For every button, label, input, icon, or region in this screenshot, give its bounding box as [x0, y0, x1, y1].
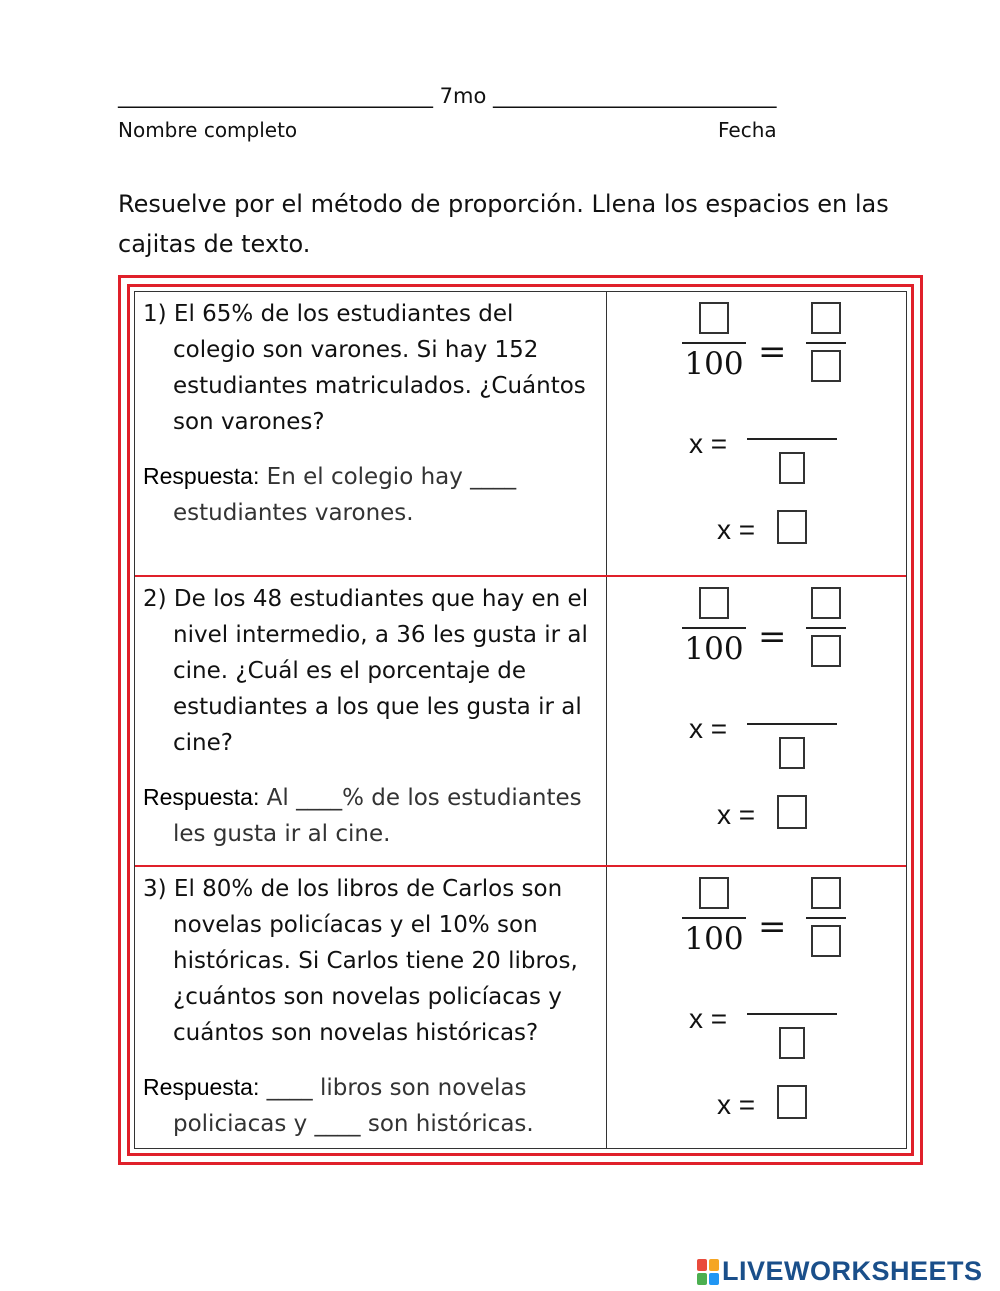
proportion-work-3 — [607, 867, 906, 1148]
exercise-row-3 — [135, 867, 906, 1148]
exercise-row-2 — [135, 577, 906, 867]
name-label: Nombre completo — [118, 118, 298, 142]
header-labels — [118, 118, 798, 142]
x-equals-label: x = — [689, 713, 728, 744]
proportion-work-2 — [607, 577, 906, 865]
x-equals-label: x = — [717, 514, 756, 545]
x-equals-label: x = — [689, 428, 728, 459]
answer-text: ____ libros son novelas policiacas y ____ son históricas. — [173, 1075, 534, 1137]
fraction-bar — [806, 627, 846, 629]
result-input-box[interactable] — [777, 1085, 807, 1119]
divisor-input-box[interactable] — [779, 737, 805, 769]
question-text: 1) El 65% de los estudiantes del colegio son varones. Si hay 152 estudiantes matriculados. ¿Cuántos son varones? — [143, 301, 586, 435]
question-text: 2) De los 48 estudiantes que hay en el nivel intermedio, a 36 les gusta ir al cine. ¿Cuál es el porcentaje de estudiantes a los que les gusta ir al cine? — [143, 586, 589, 756]
fraction-line-input[interactable] — [747, 1013, 837, 1015]
divisor-input-box[interactable] — [779, 1027, 805, 1059]
denominator-100: 100 — [684, 921, 744, 957]
fraction-bar — [682, 342, 746, 344]
x-equals-label: x = — [717, 799, 756, 830]
answer-label: Respuesta: — [143, 463, 260, 489]
exercise-grid — [134, 291, 907, 1149]
proportion-work-1 — [607, 292, 906, 575]
exercise-frame — [118, 275, 923, 1165]
numerator-input-box[interactable] — [811, 587, 841, 619]
question-2 — [135, 577, 607, 865]
header-line: ______________________________ 7mo ___________________________ — [118, 84, 777, 108]
answer-line — [143, 1069, 596, 1142]
proportion — [682, 587, 852, 687]
numerator-input-box[interactable] — [699, 587, 729, 619]
equals-sign: = — [758, 907, 787, 947]
denominator-input-box[interactable] — [811, 925, 841, 957]
answer-label: Respuesta: — [143, 784, 260, 810]
exercise-row-1 — [135, 292, 906, 577]
result-input-box[interactable] — [777, 795, 807, 829]
fraction-bar — [806, 917, 846, 919]
answer-line — [143, 779, 596, 852]
equals-sign: = — [758, 617, 787, 657]
x-equals-label: x = — [717, 1089, 756, 1120]
question-text: 3) El 80% de los libros de Carlos son novelas policíacas y el 10% son históricas. Si Carlos tiene 20 libros, ¿cuántos son novelas policíacas y cuántos son novelas históricas? — [143, 876, 578, 1046]
fraction-line-input[interactable] — [747, 723, 837, 725]
logo-text: LIVEWORKSHEETS — [722, 1256, 983, 1286]
numerator-input-box[interactable] — [811, 877, 841, 909]
answer-line — [143, 458, 596, 531]
x-equals-label: x = — [689, 1003, 728, 1034]
denominator-100: 100 — [684, 631, 744, 667]
equals-sign: = — [758, 332, 787, 372]
fraction-bar — [806, 342, 846, 344]
divisor-input-box[interactable] — [779, 452, 805, 484]
denominator-input-box[interactable] — [811, 635, 841, 667]
numerator-input-box[interactable] — [699, 302, 729, 334]
numerator-input-box[interactable] — [699, 877, 729, 909]
liveworksheets-logo — [697, 1256, 983, 1287]
proportion — [682, 302, 852, 402]
answer-text: Al ____% de los estudiantes les gusta ir al cine. — [173, 785, 582, 847]
result-input-box[interactable] — [777, 510, 807, 544]
denominator-input-box[interactable] — [811, 350, 841, 382]
denominator-100: 100 — [684, 346, 744, 382]
date-label: Fecha — [718, 118, 777, 142]
fraction-line-input[interactable] — [747, 438, 837, 440]
fraction-bar — [682, 627, 746, 629]
instructions: Resuelve por el método de proporción. Llena los espacios en las cajitas de texto. — [118, 190, 889, 258]
question-3 — [135, 867, 607, 1148]
question-1 — [135, 292, 607, 575]
fraction-bar — [682, 917, 746, 919]
numerator-input-box[interactable] — [811, 302, 841, 334]
answer-text: En el colegio hay ____ estudiantes varones. — [173, 464, 517, 526]
liveworksheets-logo-icon — [697, 1259, 719, 1285]
answer-label: Respuesta: — [143, 1074, 260, 1100]
proportion — [682, 877, 852, 977]
